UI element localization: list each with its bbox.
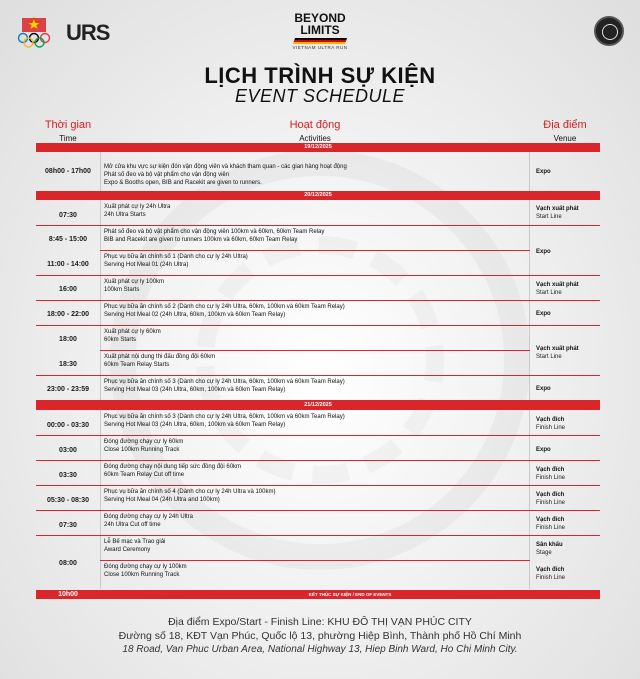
row-divider bbox=[100, 250, 530, 251]
row-time: 16:00 bbox=[59, 285, 77, 293]
activity-vi: Phục vụ bữa ăn chính số 3 (Dành cho cự ly 24h Ultra, 60km, 100km và 60km Team Relay) bbox=[104, 379, 345, 385]
activity-en: Serving Hot Meal 02 (24h Ultra, 60km, 100km và 60km Team Relay) bbox=[104, 312, 286, 318]
venue-en: Stage bbox=[536, 550, 552, 556]
venue-address-title: Địa điểm Expo/Start - Finish Line: KHU ĐÔ THỊ VẠN PHÚC CITY bbox=[168, 616, 472, 628]
venue-en: Finish Line bbox=[536, 525, 566, 531]
row-time: 07:30 bbox=[59, 521, 77, 529]
activity-en: Close 100km Running Track bbox=[104, 572, 180, 578]
row-divider bbox=[36, 375, 600, 376]
row-divider bbox=[36, 535, 600, 536]
venue-address-en: 18 Road, Van Phuc Urban Area, National Highway 13, Hiep Binh Ward, Ho Chi Minh City. bbox=[122, 644, 518, 655]
column-header-activities-vi: Hoạt động bbox=[289, 119, 341, 131]
column-header-venue bbox=[530, 119, 600, 145]
venue-vi: Sân khấu bbox=[536, 542, 563, 548]
row-divider bbox=[36, 435, 600, 436]
row-time: 03:30 bbox=[59, 471, 77, 479]
logo-beyond-text: BEYOND bbox=[294, 11, 346, 25]
day3-block bbox=[36, 410, 600, 589]
venue-en: Start Line bbox=[536, 290, 562, 296]
activity-vi: Phát số đeo và bộ vật phẩm cho vận động viên 100km và 60km, 60km Team Relay bbox=[104, 229, 325, 235]
venue-vi: Expo bbox=[536, 386, 551, 392]
column-header-time-en: Time bbox=[59, 134, 77, 143]
row-divider bbox=[36, 225, 600, 226]
end-text: KẾT THÚC SỰ KIỆN / END OF EVENTS bbox=[308, 592, 392, 597]
venue-address-vi: Đường số 18, KĐT Vạn Phúc, Quốc lộ 13, phường Hiệp Bình, Thành phố Hồ Chí Minh bbox=[118, 630, 522, 642]
activity-vi: Phục vụ bữa ăn chính số 1 (Dành cho cự ly 24h Ultra) bbox=[104, 254, 248, 260]
end-of-events-bar bbox=[36, 590, 600, 599]
row-venue bbox=[530, 379, 600, 399]
row-venue bbox=[530, 539, 600, 559]
beyond-limits-logo bbox=[278, 12, 362, 50]
row-venue bbox=[530, 152, 600, 191]
activity-vi: Đóng đường chạy cự ly 60km bbox=[104, 439, 184, 445]
row-divider bbox=[36, 460, 600, 461]
activity-en: Serving Hot Meal 03 (24h Ultra, 60km, 100km và 60km Team Relay) bbox=[104, 387, 286, 393]
row-divider bbox=[36, 275, 600, 276]
venue-vi: Vạch đích bbox=[536, 467, 565, 473]
activity-vi-2: Phát số đeo và bộ vật phẩm cho vận động viên bbox=[104, 172, 230, 178]
venue-vi: Expo bbox=[536, 249, 551, 255]
row-venue bbox=[530, 564, 600, 584]
day2-block bbox=[36, 200, 600, 426]
activity-vi: Xuất phát cự ly 60km bbox=[104, 329, 161, 335]
row-divider bbox=[36, 300, 600, 301]
date-bar-day3: 21/12/2025 bbox=[36, 401, 600, 410]
venue-vi: Expo bbox=[536, 311, 551, 317]
venue-en: Start Line bbox=[536, 214, 562, 220]
activity-en: 24h Ultra Starts bbox=[104, 212, 146, 218]
activity-vi: Xuất phát nội dung thi đấu đồng đội 60km bbox=[104, 354, 216, 360]
organizer-seal-logo bbox=[594, 16, 624, 46]
venue-en: Finish Line bbox=[536, 575, 566, 581]
row-time: 11:00 - 14:00 bbox=[47, 260, 89, 268]
date-bar-day1: 19/12/2025 bbox=[36, 143, 600, 152]
row-venue bbox=[530, 343, 600, 363]
venue-vi: Vạch xuất phát bbox=[536, 282, 579, 288]
activity-en: 60km Team Relay Cut off time bbox=[104, 472, 185, 478]
row-time: 18:00 - 22:00 bbox=[46, 310, 90, 318]
activity-en: Award Ceremony bbox=[104, 547, 151, 553]
activity-en: 60km Team Relay Starts bbox=[104, 362, 170, 368]
row-divider bbox=[36, 325, 600, 326]
row-venue bbox=[530, 414, 600, 434]
activity-vi: Lễ Bế mạc và Trao giải bbox=[104, 539, 166, 545]
column-header-venue-en: Venue bbox=[553, 134, 577, 143]
venue-vi: Vạch xuất phát bbox=[536, 206, 579, 212]
activity-vi: Đóng đường chạy nội dung tiếp sức đồng đội 60km bbox=[104, 464, 242, 470]
activity-en: 60km Starts bbox=[104, 337, 137, 343]
row-time: 03:00 bbox=[59, 446, 77, 454]
activity-en: Serving Hot Meal 03 (24h Ultra, 60km, 100km và 60km Team Relay) bbox=[104, 422, 286, 428]
row-time: 08h00 - 17h00 bbox=[45, 168, 91, 175]
row-venue bbox=[530, 203, 600, 223]
activity-en: Expo & Booths open, BIB and Racekit are given to runners. bbox=[104, 180, 262, 186]
venue-vi: Expo bbox=[536, 168, 551, 175]
venue-en: Finish Line bbox=[536, 475, 566, 481]
logo-limits-text: LIMITS bbox=[300, 23, 340, 37]
activity-en: 24h Ultra Cut off time bbox=[104, 522, 161, 528]
row-divider bbox=[36, 510, 600, 511]
venue-vi: Expo bbox=[536, 447, 551, 453]
column-header-time bbox=[36, 119, 100, 145]
column-header-activities bbox=[100, 119, 530, 145]
activity-vi: Phục vụ bữa ăn chính số 4 (Dành cho cự ly 24h Ultra và 100km) bbox=[104, 489, 276, 495]
activity-en: 100km Starts bbox=[104, 287, 140, 293]
venue-en: Finish Line bbox=[536, 425, 566, 431]
activity-en: Serving Hot Meal 01 (24h Ultra) bbox=[104, 262, 189, 268]
activity-en: BIB and Racekit are given to runners 100km và 60km, 60km Team Relay bbox=[104, 237, 298, 243]
activity-vi: Phục vụ bữa ăn chính số 3 (Dành cho cự ly 24h Ultra, 60km, 100km và 60km Team Relay) bbox=[104, 414, 345, 420]
schedule-table bbox=[36, 143, 600, 589]
row-activity bbox=[100, 152, 530, 191]
row-divider bbox=[100, 560, 530, 561]
row-time: 08:00 bbox=[59, 559, 77, 567]
venue-vi: Vạch xuất phát bbox=[536, 346, 579, 352]
row-time: 18:30 bbox=[59, 360, 77, 368]
activity-vi: Phục vụ bữa ăn chính số 2 (Dành cho cự ly 24h Ultra, 60km, 100km và 60km Team Relay) bbox=[104, 304, 345, 310]
row-divider bbox=[100, 350, 530, 351]
table-row bbox=[36, 152, 600, 191]
row-time: 18:00 bbox=[59, 335, 77, 343]
row-time: 23:00 - 23:59 bbox=[46, 385, 90, 393]
activity-vi: Mở cửa khu vực sự kiện đón vận động viên và khách tham quan - các gian hàng hoạt động bbox=[104, 164, 347, 170]
row-time: 05:30 - 08:30 bbox=[46, 496, 90, 504]
activity-vi: Đóng đường chạy cự ly 24h Ultra bbox=[104, 514, 194, 520]
activity-vi: Xuất phát cự ly 100km bbox=[104, 279, 165, 285]
row-venue bbox=[530, 279, 600, 299]
day3-activities bbox=[100, 410, 530, 589]
row-venue bbox=[530, 304, 600, 324]
row-time: 8:45 - 15:00 bbox=[48, 235, 88, 243]
day2-activities bbox=[100, 200, 530, 426]
row-venue bbox=[530, 242, 600, 262]
row-venue bbox=[530, 440, 600, 460]
row-time: 07:30 bbox=[59, 211, 77, 219]
venue-vi: Vạch đích bbox=[536, 417, 565, 423]
venue-vi: Vạch đích bbox=[536, 517, 565, 523]
row-time: 00:00 - 03:30 bbox=[46, 421, 90, 429]
urs-logo: URS bbox=[66, 20, 110, 45]
venue-en: Finish Line bbox=[536, 500, 566, 506]
vietnam-olympic-logo bbox=[14, 14, 54, 48]
venue-en: Start Line bbox=[536, 354, 562, 360]
logo-subtitle: VIETNAM ULTRA RUN bbox=[292, 45, 348, 50]
activity-vi: Xuất phát cự ly 24h Ultra bbox=[104, 204, 171, 210]
date-bar-day2: 20/12/2025 bbox=[36, 191, 600, 200]
venue-vi: Vạch đích bbox=[536, 492, 565, 498]
logo-flag-stripes bbox=[293, 38, 347, 44]
venue-vi: Vạch đích bbox=[536, 567, 565, 573]
row-venue bbox=[530, 464, 600, 484]
column-header-venue-vi: Địa điểm bbox=[543, 119, 587, 131]
row-divider bbox=[36, 485, 600, 486]
column-header-activities-en: Activities bbox=[299, 134, 331, 143]
row-venue bbox=[530, 514, 600, 534]
page-title-english: EVENT SCHEDULE bbox=[234, 86, 406, 106]
activity-en: Close 100km Running Track bbox=[104, 447, 180, 453]
column-header-time-vi: Thời gian bbox=[44, 119, 92, 131]
row-venue bbox=[530, 489, 600, 509]
activity-vi: Đóng đường chạy cự ly 100km bbox=[104, 564, 187, 570]
activity-en: Serving Hot Meal 04 (24h Ultra and 100km) bbox=[104, 497, 220, 503]
end-time: 10h00 bbox=[58, 591, 78, 598]
page-title-vietnamese: LỊCH TRÌNH SỰ KIỆN bbox=[204, 63, 436, 88]
